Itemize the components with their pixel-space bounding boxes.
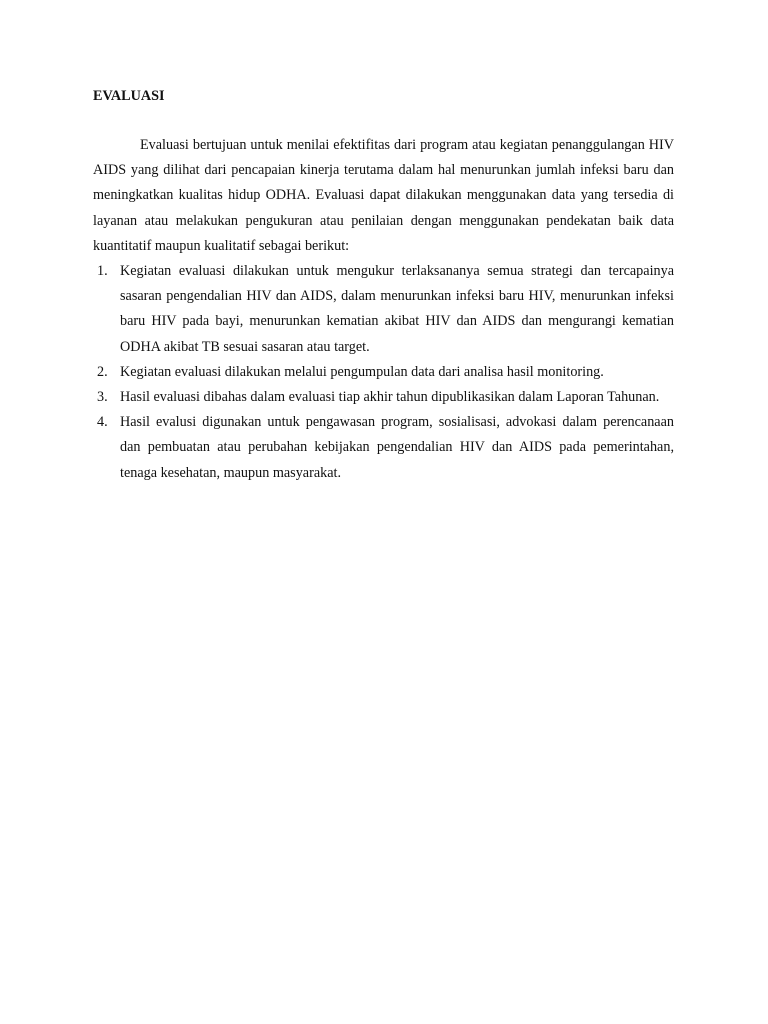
list-item-text: Hasil evalusi digunakan untuk pengawasan program, sosialisasi, advokasi dalam perencanaan dan pembuatan atau perubahan kebijakan pengendalian HIV dan AIDS pada pemerintahan, tenaga kesehatan, maupun masyarakat. — [120, 414, 674, 481]
evaluation-list — [93, 259, 674, 486]
list-item — [93, 259, 674, 360]
list-item-text: Kegiatan evaluasi dilakukan untuk mengukur terlaksananya semua strategi dan tercapainya sasaran pengendalian HIV dan AIDS, dalam menurunkan infeksi baru HIV, menurunkan infeksi baru HIV pada bayi, menurunkan kematian akibat HIV dan AIDS dan mengurangi kematian ODHA akibat TB sesuai sasaran atau target. — [120, 263, 674, 355]
list-item-number: 1. — [97, 263, 108, 280]
list-item-number: 2. — [97, 363, 108, 380]
section-heading: EVALUASI — [93, 88, 165, 104]
list-item-number: 3. — [97, 389, 108, 406]
list-item — [93, 360, 674, 385]
document-content — [93, 86, 674, 486]
list-item — [93, 385, 674, 410]
list-item-number: 4. — [97, 414, 108, 431]
list-item-text: Kegiatan evaluasi dilakukan melalui pengumpulan data dari analisa hasil monitoring. — [120, 363, 604, 380]
intro-paragraph: Evaluasi bertujuan untuk menilai efektifitas dari program atau kegiatan penanggulangan HIV AIDS yang dilihat dari pencapaian kinerja terutama dalam hal menurunkan jumlah infeksi baru dan meningkatkan kualitas hidup ODHA. Evaluasi dapat dilakukan menggunakan data yang tersedia di layanan atau melakukan pengukuran atau penilaian dengan menggunakan pendekatan baik data kuantitatif maupun kualitatif sebagai berikut: — [93, 137, 674, 254]
list-item-text: Hasil evaluasi dibahas dalam evaluasi tiap akhir tahun dipublikasikan dalam Laporan Tahunan. — [120, 389, 660, 406]
list-item — [93, 410, 674, 486]
